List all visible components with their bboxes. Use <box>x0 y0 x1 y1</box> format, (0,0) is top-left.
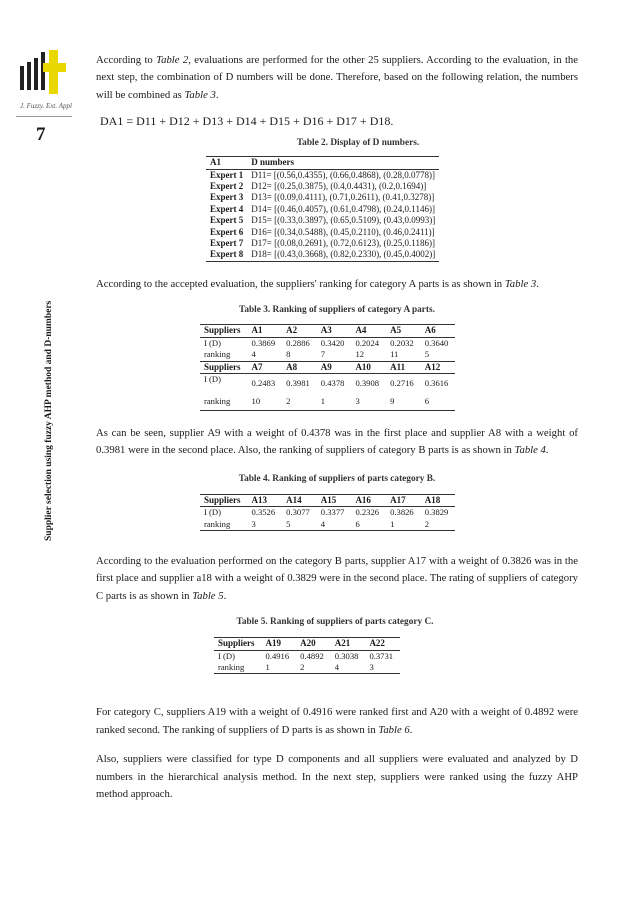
running-title: Supplier selection using fuzzy AHP method and D-numbers <box>44 300 54 541</box>
table-row: Expert 1 D11= [(0.56,0.4355), (0.66,0.4868), (0.28,0.0778)] <box>210 169 435 180</box>
table-row: ranking 1 2 4 3 <box>214 662 400 674</box>
table5: Suppliers A19 A20 A21 A22 I (D) 0.4916 0.4892 0.3038 0.3731 ranking 1 2 4 3 <box>214 637 400 674</box>
table2-caption: Table 2. Display of D numbers. <box>296 138 420 149</box>
table5-caption: Table 5. Ranking of suppliers of parts category C. <box>236 617 434 628</box>
table-ref[interactable]: Table 3 <box>184 88 216 101</box>
sidebar-rule <box>16 116 72 117</box>
paragraph-1: According to Table 2, evaluations are performed for the other 25 suppliers. According to the evaluation, in the next step, the combination of D numbers will be done. Therefore, based on the following relation, the numbers will be combined as Table 3. <box>96 54 578 101</box>
table-row: ranking 3 5 4 6 1 2 <box>200 519 455 531</box>
journal-abbrev: J. Fuzzy. Ext. Appl <box>20 102 72 110</box>
table-row: Expert 8 D18= [(0.43,0.3668), (0.82,0.2330), (0.45,0.4002)] <box>206 249 439 261</box>
paragraph-6: Also, suppliers were classified for type D components and all suppliers were evaluated and analyzed by D numbers in the hierarchical analysis method. In the next step, suppliers were ranked using the fuzzy AHP method approach. <box>96 753 578 800</box>
table-row: Expert 4 D14= [(0.46,0.4057), (0.61,0.4798), (0.24,0.1146)] <box>210 203 435 214</box>
table-ref[interactable]: Table 5 <box>192 589 224 602</box>
page-number: 7 <box>36 124 46 145</box>
table-row: Expert 3 D13= [(0.09,0.4111), (0.71,0.2611), (0.41,0.3278)] <box>210 192 435 203</box>
table2-header: A1 <box>210 157 221 168</box>
table2-header: D numbers <box>251 157 295 168</box>
table-row: I (D) 0.3869 0.2886 0.3420 0.2024 0.2032 0.3640 <box>204 337 449 348</box>
table-row: I (D) 0.4916 0.4892 0.3038 0.3731 <box>218 650 394 661</box>
table-row: ranking 4 8 7 12 11 5 <box>204 349 430 360</box>
table-row: Expert 2 D12= [(0.25,0.3875), (0.4,0.4431), (0.2,0.1694)] <box>210 181 427 192</box>
table-ref[interactable]: Table 3 <box>504 277 537 290</box>
table-row: Expert 7 D17= [(0.08,0.2691), (0.72,0.6123), (0.25,0.1186)] <box>210 238 435 249</box>
table3-caption: Table 3. Ranking of suppliers of category A parts. <box>239 305 435 316</box>
table-row: Suppliers A7 A8 A9 A10 A11 A12 <box>200 361 455 373</box>
table-row: ranking 10 2 1 3 9 6 <box>200 393 455 410</box>
table4-caption: Table 4. Ranking of suppliers of parts category B. <box>238 473 436 484</box>
table-ref[interactable]: Table 6 <box>378 723 410 736</box>
table-ref[interactable]: Table 2 <box>156 54 189 66</box>
table-row: Expert 5 D15= [(0.33,0.3897), (0.65,0.5109), (0.43,0.0993)] <box>210 215 436 226</box>
paragraph-2: According to the accepted evaluation, the suppliers' ranking for category A parts is as shown in Table 3. <box>96 277 539 290</box>
equation: DA1 = D11 + D12 + D13 + D14 + D15 + D16 + D17 + D18. <box>100 114 394 129</box>
journal-logo <box>18 48 68 98</box>
table3: Suppliers A1 A2 A3 A4 A5 A6 I (D) 0.3869 0.2886 0.3420 0.2024 0.2032 0.3640 ranking 4 8 7 12 11 5 Suppliers A7 A8 A9 A10 A11 A12 I (D) 0.2483 0.3981 0.4378 0.3908 0.2716 0.3616 ranking 10 2 1 3 9 6 <box>200 324 455 411</box>
paragraph-5: For category C, suppliers A19 with a weight of 0.4916 were ranked first and A20 with a weight of 0.4892 were ranked second. The ranking of suppliers of D parts is as shown in Table 6. <box>96 706 578 736</box>
table-row: I (D) 0.3526 0.3077 0.3377 0.2326 0.3826 0.3829 <box>204 507 449 518</box>
paragraph-3: As can be seen, supplier A9 with a weight of 0.4378 was in the first place and supplier A8 with a weight of 0.3981 were in the second place. Also, the ranking of suppliers of category B parts is as shown in Table 4. <box>96 426 578 457</box>
table-row: Expert 6 D16= [(0.34,0.5488), (0.45,0.2110), (0.46,0.2411)] <box>210 226 435 237</box>
table-ref[interactable]: Table 4 <box>514 444 546 457</box>
table4: Suppliers A13 A14 A15 A16 A17 A18 I (D) 0.3526 0.3077 0.3377 0.2326 0.3826 0.3829 ranking 3 5 4 6 1 2 <box>200 494 455 531</box>
paragraph-4: According to the evaluation performed on the category B parts, supplier A17 with a weight of 0.3826 was in the first place and supplier a18 with a weight of 0.3829 were in the second place. The rating of suppliers of category C parts is as shown in Table 5. <box>96 554 578 602</box>
main-content <box>96 52 578 803</box>
table-row: I (D) 0.2483 0.3981 0.4378 0.3908 0.2716 0.3616 <box>204 373 449 388</box>
table2 <box>206 156 439 262</box>
